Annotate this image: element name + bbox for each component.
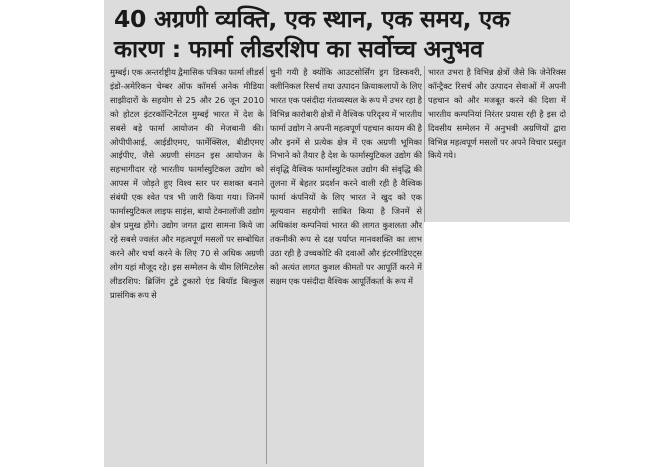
headline-line-1: 40 अग्रणी व्यक्ति, एक स्थान, एक समय, एक	[114, 5, 510, 33]
article-column-3: भारत उभरा है विभिन्न क्षेत्रों जैसे कि जेनेरिक्स कॉन्ट्रैक्ट रिसर्च और उत्पादन सेवाओं में अपनी पहचान को और मजबूत करने की दिशा में भारतीय कम्पनियां निरंतर प्रयास रही है इस दो दिवसीय सम्मेलन में अनुभवी अग्रणियों द्वारा विभिन्न महत्वपूर्ण मसलों पर अपने विचार प्रस्तुत किये गये।	[428, 67, 566, 161]
headline	[104, 0, 570, 62]
headline-line-2: कारण : फार्मा लीडरशिप का सर्वोच्च अनुभव	[114, 35, 483, 63]
column-divider	[266, 66, 267, 464]
blank-area	[424, 222, 570, 467]
article-column-2: चुनी गयी है क्योंकि आउटसोर्सिंग ड्रग डिस्कवरी, क्लीनिकल रिसर्च तथा उत्पादन क्रियाकलापों के लिए भारत एक पसंदीदा गंतव्यस्थल के रूप में उभर रहा है विभिन्न कारोबारी क्षेत्रों में वैश्विक परिदृश्य में भारतीय फार्मा उद्योग ने अपनी महत्वपूर्ण पहचान कायम की है और इनमें से प्रत्येक क्षेत्र में एक अग्रणी भूमिका निभाने को तैयार है देश के फार्मास्युटिकल उद्योग की संवृद्धि वैश्विक फार्मास्युटिकल उद्योग की संवृद्धि की तुलना में बेहतर प्रदर्शन करने वाली रही है वैश्विक फार्मा कंपनियों के लिए भारत ने खुद को एक मूल्यवान सहयोगी साबित किया है जिनमें से अधिकांश कम्पनियां भारत की लागत कुशलता और तकनीकी रूप से दक्ष पर्याप्त मानवशक्ति का लाभ उठा रही है उच्चकोटि की दवाओं और इंटरमीडिएट्स को अत्यंत लागत कुशल कीमतों पर आपूर्ति करने में सक्षम एक पसंदीदा वैश्विक आपूर्तिकर्ता के रूप में	[270, 67, 422, 286]
article-column-1: मुम्बई। एक अन्तर्राष्ट्रीय द्वैमासिक पत्रिका फार्मा लीडर्स इंडो-अमेरिकन चेम्बर ऑफ कॉमर्स अनेक मीडिया साझीदारों के सहयोग से 25 और 26 जून 2010 को होटल इंटरकॉन्टिनेंटल मुम्बई भारत में देश के सबसे बड़े फार्मा आयोजन की मेजबानी की। ओपीपीआई, आईडीएमए, फार्मेक्सिल, बीडीएमए आईपीए, जैसे अग्रणी संगठन इस आयोजन के सहभागीदार रहे भारतीय फार्मास्युटिकल उद्योग को आपस में जोड़ते हुए विश्व स्तर पर सशक्त बनाने संबंधी एक श्वेत पत्र भी जारी किया गया। जिनमें फार्मास्युटिकल लाइफ साइंस, बायो टेक्नालॉजी उद्योग क्षेत्र प्रमुख होंगे। उद्योग जगत द्वारा सामना किये जा रहे सबसे ज्वलंत और महत्वपूर्ण मसलों पर सम्बोधित करने और चर्चा करने के लिए 70 से अधिक अग्रणी लोग यहां मौजूद रहे। इस सम्मेलन के थीम लिमिटलेस लीडरशिप: ब्रिजिंग टुडे टुकारो एंड बियॉड बिल्कुल प्रासंगिक रूप से	[110, 67, 264, 300]
